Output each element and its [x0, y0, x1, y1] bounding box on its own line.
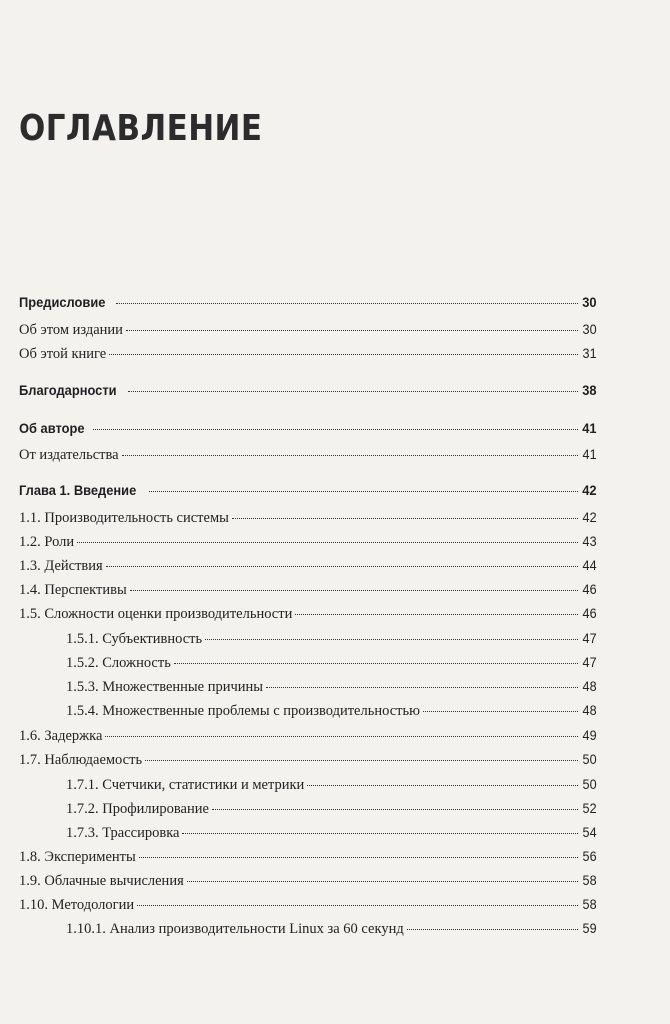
- toc-row: [19, 896, 597, 920]
- toc-entry-label: 1.5. Сложности оценки производительности: [19, 606, 293, 622]
- toc-row: [19, 321, 597, 345]
- toc-row: [19, 581, 597, 605]
- toc-row: [66, 630, 597, 654]
- dot-leader: [139, 857, 579, 858]
- dot-leader: [145, 760, 578, 761]
- toc-entry-label: Об этой книге: [19, 346, 107, 362]
- dot-leader: [116, 303, 578, 304]
- toc-page-number: 44: [582, 557, 597, 573]
- toc-entry-label: 1.7. Наблюдаемость: [19, 752, 143, 768]
- toc-entry-label: 1.3. Действия: [19, 558, 103, 574]
- toc-entry-label: 1.5.4. Множественные проблемы с производительностью: [66, 703, 420, 719]
- toc-page-number: 58: [582, 872, 597, 888]
- toc-entry-label: 1.4. Перспективы: [19, 582, 127, 598]
- toc-entry-label: Предисловие: [19, 294, 106, 310]
- toc-page-number: 30: [582, 321, 597, 337]
- toc-page-number: 47: [582, 630, 597, 646]
- toc-entry-label: 1.1. Производительность системы: [19, 510, 229, 526]
- toc-row: [66, 702, 597, 726]
- dot-leader: [174, 663, 579, 664]
- toc-page-number: 41: [582, 446, 597, 462]
- toc-row: [19, 557, 597, 581]
- dot-leader: [105, 736, 578, 737]
- toc-row: [19, 446, 597, 470]
- toc-page-number: 59: [582, 920, 597, 936]
- dot-leader: [149, 491, 578, 492]
- dot-leader: [106, 566, 579, 567]
- toc-page-number: 50: [582, 751, 597, 767]
- toc-row: [19, 482, 597, 506]
- toc-row: [19, 605, 597, 629]
- toc-row: [66, 800, 597, 824]
- toc-page-number: 42: [582, 482, 597, 498]
- toc-page-number: 31: [582, 345, 597, 361]
- toc-entry-label: 1.5.1. Субъективность: [66, 631, 203, 647]
- toc-row: [19, 872, 597, 896]
- toc-page-number: 48: [582, 678, 597, 694]
- toc-page-number: 38: [582, 382, 597, 398]
- toc-page-number: 42: [582, 509, 597, 525]
- toc-row: [19, 751, 597, 775]
- toc-row: [19, 382, 597, 406]
- toc-page-number: 56: [582, 848, 597, 864]
- dot-leader: [295, 614, 578, 615]
- dot-leader: [137, 905, 578, 906]
- toc-entry-label: 1.5.2. Сложность: [66, 655, 171, 671]
- dot-leader: [77, 542, 578, 543]
- dot-leader: [205, 639, 578, 640]
- dot-leader: [128, 391, 578, 392]
- toc-entry-label: 1.10. Методологии: [19, 897, 135, 913]
- dot-leader: [407, 929, 579, 930]
- dot-leader: [266, 687, 578, 688]
- dot-leader: [109, 354, 578, 355]
- toc-row: [66, 920, 597, 944]
- toc-row: [19, 727, 597, 751]
- toc-page-number: 47: [582, 654, 597, 670]
- toc-row: [66, 824, 597, 848]
- toc-page-number: 43: [582, 533, 597, 549]
- dot-leader: [182, 833, 578, 834]
- toc-page-number: 30: [582, 294, 597, 310]
- toc-row: [19, 420, 597, 444]
- toc-page-number: 58: [582, 896, 597, 912]
- toc-entry-label: 1.2. Роли: [19, 534, 75, 550]
- dot-leader: [187, 881, 579, 882]
- page-title: ОГЛАВЛЕНИЕ: [19, 108, 263, 149]
- toc-row: [66, 654, 597, 678]
- dot-leader: [232, 518, 579, 519]
- toc-row: [66, 678, 597, 702]
- dot-leader: [423, 711, 578, 712]
- toc-page-number: 41: [582, 420, 597, 436]
- toc-entry-label: 1.7.1. Счетчики, статистики и метрики: [66, 777, 305, 793]
- toc-entry-label: 1.9. Облачные вычисления: [19, 873, 184, 889]
- toc-row: [66, 776, 597, 800]
- toc-page-number: 48: [582, 702, 597, 718]
- toc-row: [19, 345, 597, 369]
- toc-entry-label: 1.5.3. Множественные причины: [66, 679, 264, 695]
- toc-page-number: 52: [582, 800, 597, 816]
- toc-entry-label: Глава 1. Введение: [19, 482, 137, 498]
- dot-leader: [93, 429, 578, 430]
- toc-entry-label: Об авторе: [19, 420, 85, 436]
- toc-row: [19, 848, 597, 872]
- toc-page-number: 50: [582, 776, 597, 792]
- toc-page-number: 49: [582, 727, 597, 743]
- dot-leader: [122, 455, 579, 456]
- dot-leader: [212, 809, 579, 810]
- dot-leader: [126, 330, 578, 331]
- toc-row: [19, 294, 597, 318]
- toc-page-number: 54: [582, 824, 597, 840]
- dot-leader: [130, 590, 579, 591]
- toc-entry-label: 1.7.2. Профилирование: [66, 801, 209, 817]
- toc-entry-label: Благодарности: [19, 382, 117, 398]
- toc-entry-label: 1.6. Задержка: [19, 728, 103, 744]
- toc-entry-label: 1.7.3. Трассировка: [66, 825, 180, 841]
- toc-row: [19, 533, 597, 557]
- toc-entry-label: Об этом издании: [19, 322, 123, 338]
- toc-page-number: 46: [582, 605, 597, 621]
- dot-leader: [307, 785, 578, 786]
- toc-entry-label: От издательства: [19, 447, 119, 463]
- toc-row: [19, 509, 597, 533]
- toc-page-number: 46: [582, 581, 597, 597]
- toc-entry-label: 1.8. Эксперименты: [19, 849, 136, 865]
- toc-entry-label: 1.10.1. Анализ производительности Linux за 60 секунд: [66, 921, 404, 937]
